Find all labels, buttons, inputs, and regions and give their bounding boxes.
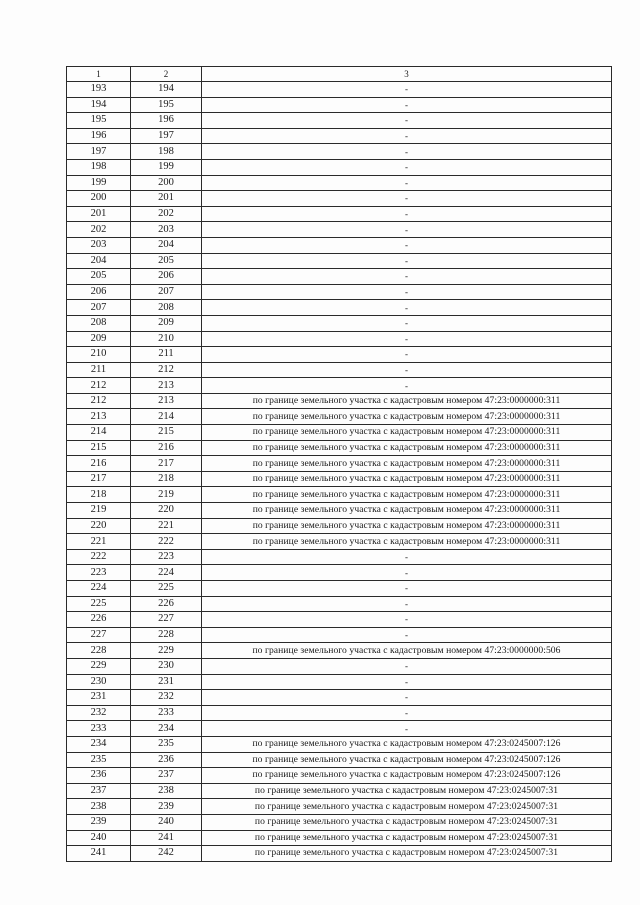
from-point-cell: 212 [67,378,131,394]
description-cell: по границе земельного участка с кадастровым номером 47:23:0000000:311 [202,487,612,503]
from-point-cell: 230 [67,674,131,690]
to-point-cell: 212 [131,362,202,378]
description-cell: - [202,128,612,144]
from-point-cell: 194 [67,97,131,113]
to-point-cell: 233 [131,705,202,721]
from-point-cell: 238 [67,799,131,815]
to-point-cell: 226 [131,596,202,612]
description-cell: - [202,284,612,300]
table-header [67,67,612,82]
description-cell: по границе земельного участка с кадастровым номером 47:23:0245007:31 [202,783,612,799]
to-point-cell: 231 [131,674,202,690]
to-point-cell: 218 [131,471,202,487]
from-point-cell: 239 [67,814,131,830]
description-cell: по границе земельного участка с кадастровым номером 47:23:0000000:311 [202,518,612,534]
description-cell: - [202,144,612,160]
table-row [67,222,612,238]
to-point-cell: 204 [131,237,202,253]
description-cell: по границе земельного участка с кадастровым номером 47:23:0000000:311 [202,425,612,441]
table-row [67,814,612,830]
description-cell: по границе земельного участка с кадастровым номером 47:23:0000000:311 [202,440,612,456]
description-cell: по границе земельного участка с кадастровым номером 47:23:0000000:311 [202,456,612,472]
description-cell: - [202,627,612,643]
table-row [67,581,612,597]
table-row [67,159,612,175]
to-point-cell: 194 [131,82,202,98]
table-row [67,191,612,207]
from-point-cell: 225 [67,596,131,612]
table-row [67,690,612,706]
description-cell: - [202,612,612,628]
to-point-cell: 236 [131,752,202,768]
to-point-cell: 195 [131,97,202,113]
description-cell: - [202,269,612,285]
from-point-cell: 195 [67,113,131,129]
table-row [67,269,612,285]
to-point-cell: 200 [131,175,202,191]
table-row [67,393,612,409]
table-row [67,534,612,550]
table-row [67,658,612,674]
table-row [67,487,612,503]
from-point-cell: 217 [67,471,131,487]
from-point-cell: 215 [67,440,131,456]
to-point-cell: 199 [131,159,202,175]
from-point-cell: 227 [67,627,131,643]
from-point-cell: 231 [67,690,131,706]
description-cell: по границе земельного участка с кадастровым номером 47:23:0245007:126 [202,736,612,752]
from-point-cell: 240 [67,830,131,846]
from-point-cell: 202 [67,222,131,238]
from-point-cell: 236 [67,768,131,784]
to-point-cell: 205 [131,253,202,269]
description-cell: по границе земельного участка с кадастровым номером 47:23:0245007:31 [202,830,612,846]
table-row [67,456,612,472]
table-row [67,721,612,737]
table-row [67,82,612,98]
description-cell: - [202,721,612,737]
to-point-cell: 241 [131,830,202,846]
from-point-cell: 210 [67,347,131,363]
table-row [67,113,612,129]
table-row [67,362,612,378]
from-point-cell: 198 [67,159,131,175]
to-point-cell: 220 [131,503,202,519]
table-row [67,425,612,441]
table-body [67,82,612,862]
description-cell: - [202,347,612,363]
to-point-cell: 207 [131,284,202,300]
to-point-cell: 221 [131,518,202,534]
to-point-cell: 211 [131,347,202,363]
description-cell: - [202,253,612,269]
description-cell: по границе земельного участка с кадастровым номером 47:23:0000000:311 [202,534,612,550]
table-row [67,549,612,565]
to-point-cell: 219 [131,487,202,503]
to-point-cell: 213 [131,378,202,394]
description-cell: - [202,175,612,191]
to-point-cell: 203 [131,222,202,238]
table-row [67,752,612,768]
table-row [67,565,612,581]
description-cell: - [202,674,612,690]
description-cell: по границе земельного участка с кадастровым номером 47:23:0245007:126 [202,752,612,768]
to-point-cell: 216 [131,440,202,456]
table-row [67,315,612,331]
description-cell: - [202,237,612,253]
from-point-cell: 200 [67,191,131,207]
table-row [67,799,612,815]
from-point-cell: 237 [67,783,131,799]
to-point-cell: 228 [131,627,202,643]
table-row [67,378,612,394]
to-point-cell: 198 [131,144,202,160]
description-cell: - [202,315,612,331]
description-cell: - [202,362,612,378]
header-col-2: 2 [131,67,202,82]
to-point-cell: 215 [131,425,202,441]
description-cell: - [202,690,612,706]
to-point-cell: 201 [131,191,202,207]
to-point-cell: 209 [131,315,202,331]
table-row [67,440,612,456]
to-point-cell: 217 [131,456,202,472]
description-cell: по границе земельного участка с кадастровым номером 47:23:0000000:311 [202,409,612,425]
from-point-cell: 206 [67,284,131,300]
from-point-cell: 216 [67,456,131,472]
description-cell: - [202,658,612,674]
to-point-cell: 229 [131,643,202,659]
table-row [67,97,612,113]
table-row [67,300,612,316]
to-point-cell: 196 [131,113,202,129]
to-point-cell: 213 [131,393,202,409]
description-cell: - [202,191,612,207]
table-row [67,518,612,534]
to-point-cell: 240 [131,814,202,830]
description-cell: - [202,596,612,612]
from-point-cell: 208 [67,315,131,331]
from-point-cell: 229 [67,658,131,674]
description-cell: по границе земельного участка с кадастровым номером 47:23:0000000:311 [202,503,612,519]
description-cell: по границе земельного участка с кадастровым номером 47:23:0245007:31 [202,846,612,862]
description-cell: - [202,82,612,98]
table-row [67,471,612,487]
from-point-cell: 234 [67,736,131,752]
description-cell: по границе земельного участка с кадастровым номером 47:23:0000000:311 [202,393,612,409]
description-cell: - [202,331,612,347]
description-cell: - [202,565,612,581]
from-point-cell: 201 [67,206,131,222]
description-cell: - [202,300,612,316]
table-row [67,331,612,347]
from-point-cell: 211 [67,362,131,378]
to-point-cell: 227 [131,612,202,628]
description-cell: по границе земельного участка с кадастровым номером 47:23:0245007:31 [202,799,612,815]
description-cell: - [202,705,612,721]
table-row [67,503,612,519]
description-cell: по границе земельного участка с кадастровым номером 47:23:0000000:311 [202,471,612,487]
to-point-cell: 225 [131,581,202,597]
description-cell: - [202,549,612,565]
from-point-cell: 223 [67,565,131,581]
to-point-cell: 202 [131,206,202,222]
table-row [67,253,612,269]
from-point-cell: 232 [67,705,131,721]
header-col-1: 1 [67,67,131,82]
from-point-cell: 219 [67,503,131,519]
from-point-cell: 235 [67,752,131,768]
from-point-cell: 233 [67,721,131,737]
header-row [67,67,612,82]
to-point-cell: 238 [131,783,202,799]
from-point-cell: 220 [67,518,131,534]
table-row [67,284,612,300]
table-row [67,144,612,160]
from-point-cell: 209 [67,331,131,347]
description-cell: - [202,113,612,129]
table-row [67,768,612,784]
from-point-cell: 222 [67,549,131,565]
to-point-cell: 197 [131,128,202,144]
from-point-cell: 213 [67,409,131,425]
to-point-cell: 222 [131,534,202,550]
from-point-cell: 212 [67,393,131,409]
to-point-cell: 237 [131,768,202,784]
from-point-cell: 204 [67,253,131,269]
from-point-cell: 205 [67,269,131,285]
to-point-cell: 239 [131,799,202,815]
to-point-cell: 242 [131,846,202,862]
table-row [67,206,612,222]
table-row [67,627,612,643]
from-point-cell: 196 [67,128,131,144]
from-point-cell: 221 [67,534,131,550]
from-point-cell: 241 [67,846,131,862]
from-point-cell: 226 [67,612,131,628]
table-row [67,643,612,659]
description-cell: - [202,97,612,113]
table-row [67,736,612,752]
header-col-3: 3 [202,67,612,82]
table-row [67,128,612,144]
from-point-cell: 214 [67,425,131,441]
description-cell: по границе земельного участка с кадастровым номером 47:23:0245007:126 [202,768,612,784]
table-row [67,830,612,846]
boundary-table [66,66,612,862]
to-point-cell: 206 [131,269,202,285]
description-cell: по границе земельного участка с кадастровым номером 47:23:0245007:31 [202,814,612,830]
from-point-cell: 224 [67,581,131,597]
table-row [67,612,612,628]
to-point-cell: 232 [131,690,202,706]
from-point-cell: 218 [67,487,131,503]
table-row [67,175,612,191]
from-point-cell: 207 [67,300,131,316]
description-cell: по границе земельного участка с кадастровым номером 47:23:0000000:506 [202,643,612,659]
from-point-cell: 228 [67,643,131,659]
to-point-cell: 208 [131,300,202,316]
description-cell: - [202,581,612,597]
description-cell: - [202,378,612,394]
from-point-cell: 203 [67,237,131,253]
table-row [67,674,612,690]
table-row [67,237,612,253]
from-point-cell: 193 [67,82,131,98]
to-point-cell: 235 [131,736,202,752]
table-row [67,596,612,612]
table-row [67,783,612,799]
table-row [67,347,612,363]
to-point-cell: 223 [131,549,202,565]
description-cell: - [202,222,612,238]
from-point-cell: 199 [67,175,131,191]
to-point-cell: 234 [131,721,202,737]
table-row [67,705,612,721]
table-row [67,409,612,425]
description-cell: - [202,159,612,175]
to-point-cell: 214 [131,409,202,425]
table-row [67,846,612,862]
to-point-cell: 230 [131,658,202,674]
to-point-cell: 224 [131,565,202,581]
description-cell: - [202,206,612,222]
to-point-cell: 210 [131,331,202,347]
from-point-cell: 197 [67,144,131,160]
